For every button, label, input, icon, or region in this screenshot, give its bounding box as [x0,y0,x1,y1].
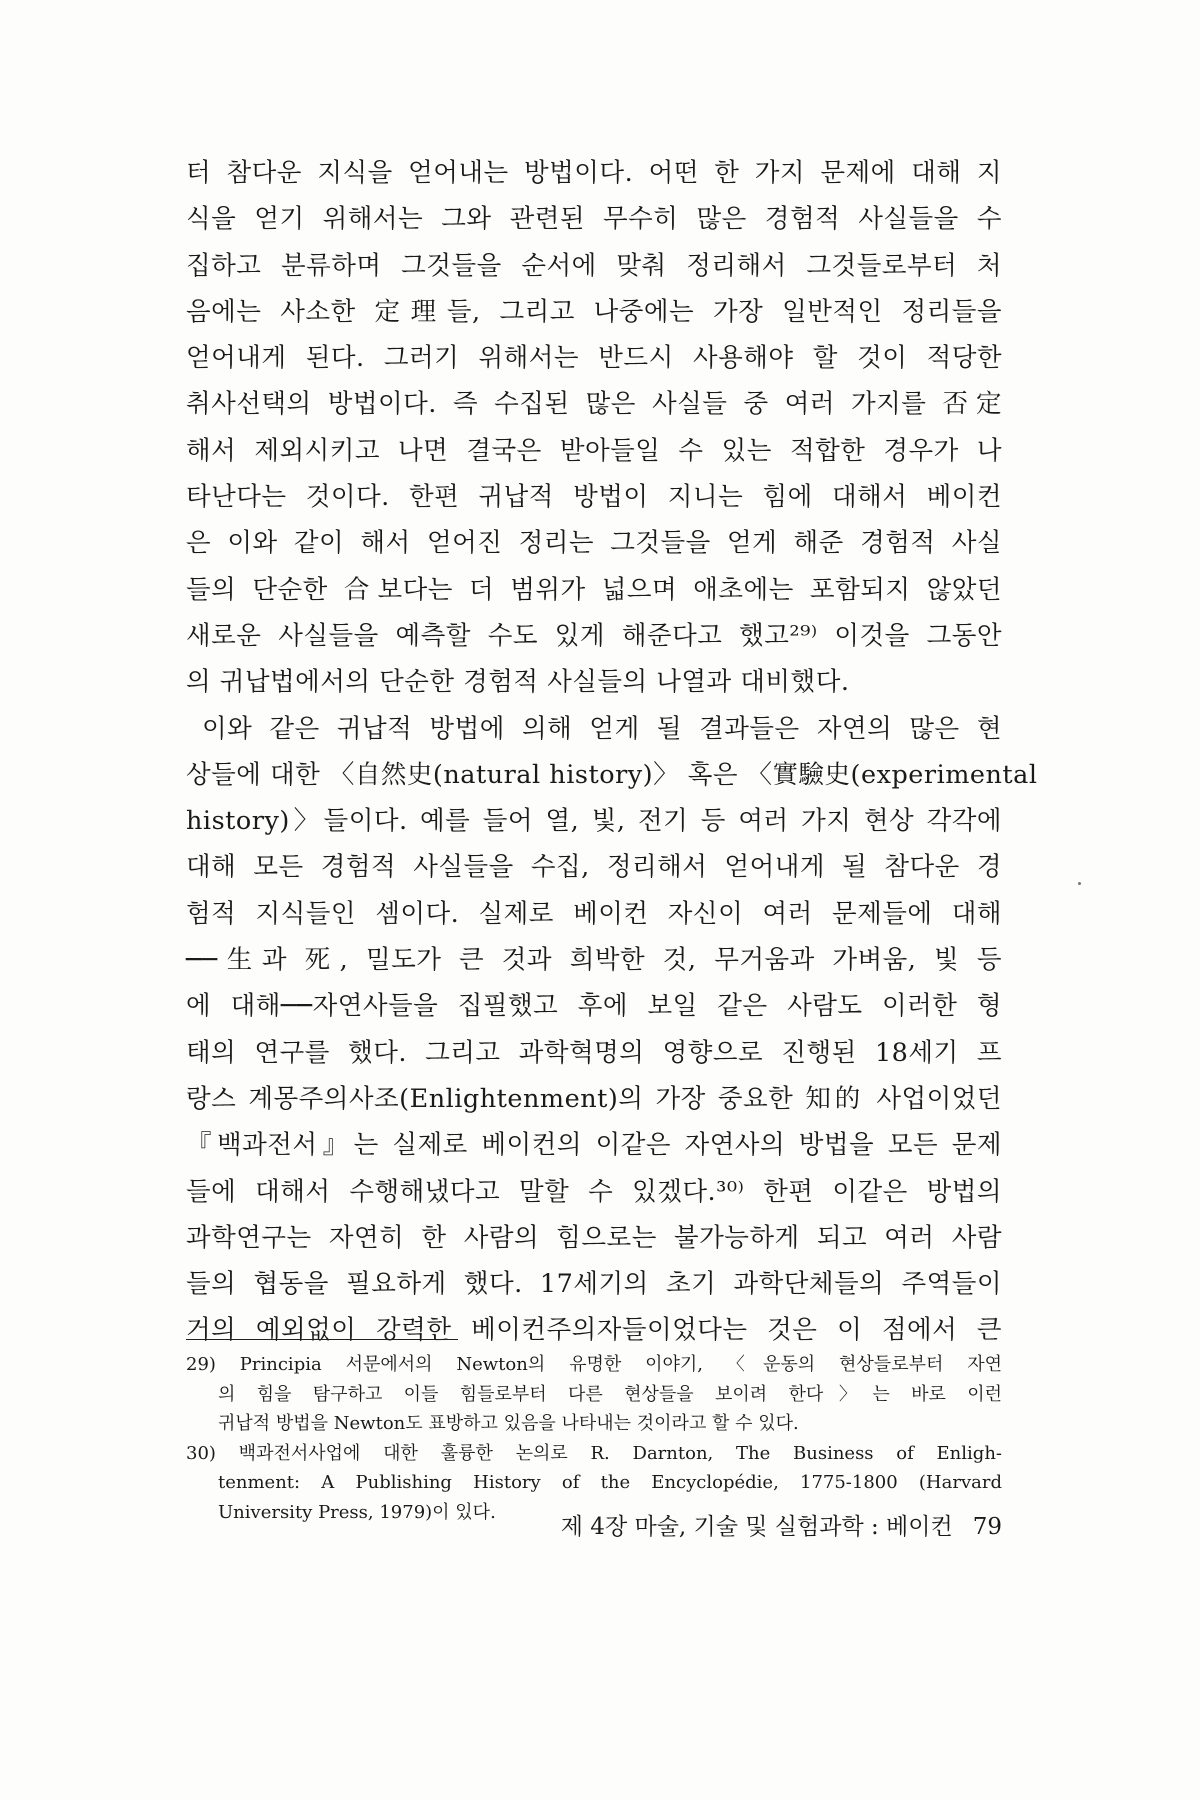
footnote-line: 귀납적 방법을 Newton도 표방하고 있음을 나타내는 것이라고 할 수 있다. [218,1413,799,1434]
body-line: ──生과 死, 밀도가 큰 것과 희박한 것, 무거움과 가벼움, 빛 등 [186,945,1002,976]
footnote-line: University Press, 1979)이 있다. [218,1501,496,1523]
body-line: 들의 단순한 合보다는 더 범위가 넓으며 애초에는 포함되지 않았던 [186,574,1002,605]
body-line: 상들에 대한 〈自然史(natural history)〉 혹은 〈實驗史(experimental [186,759,1038,790]
footnote-line: tenment: A Publishing History of the Encyclopédie, 1775-1800 (Harvard [218,1472,1002,1493]
body-line: 터 참다운 지식을 얻어내는 방법이다. 어떤 한 가지 문제에 대해 지 [186,158,1002,188]
footnotes [186,1350,1002,1527]
footnote-divider [186,1339,458,1340]
footnote-line: 의 힘을 탐구하고 이들 힘들로부터 다른 현상들을 보이려 한다〉는 바로 이런 [218,1383,1002,1405]
body-line: 집하고 분류하며 그것들을 순서에 맞춰 정리해서 그것들로부터 처 [186,250,1002,281]
body-text [186,150,1038,1354]
footnote-line: 30) 백과전서사업에 대한 훌륭한 논의로 R. Darnton, The Business of Enligh- [186,1442,1002,1464]
body-line: 과학연구는 자연히 한 사람의 힘으로는 불가능하게 되고 여러 사람 [186,1222,1002,1253]
paragraph-start-line: 이와 같은 귀납적 방법에 의해 얻게 될 결과들은 자연의 많은 현 [202,713,1002,744]
body-line: 들에 대해서 수행해냈다고 말할 수 있겠다.³⁰⁾ 한편 이같은 방법의 [186,1176,1002,1207]
body-line: 타난다는 것이다. 한편 귀납적 방법이 지니는 힘에 대해서 베이컨 [186,482,1002,513]
footnote-line: 29) Principia 서문에서의 Newton의 유명한 이야기, 〈운동의 현상들로부터 자연 [186,1354,1002,1375]
body-line: 에 대해──자연사들을 집필했고 후에 보일 같은 사람도 이러한 형 [186,991,1002,1022]
body-line: 해서 제외시키고 나면 결국은 받아들일 수 있는 적합한 경우가 나 [186,435,1002,466]
body-line: 랑스 계몽주의사조(Enlightenment)의 가장 중요한 知的 사업이었던 [186,1083,1002,1114]
body-line: 은 이와 같이 해서 얻어진 정리는 그것들을 얻게 해준 경험적 사실 [186,528,1002,559]
body-line: 들의 협동을 필요하게 했다. 17세기의 초기 과학단체들의 주역들이 [186,1269,1002,1300]
body-line: 험적 지식들인 셈이다. 실제로 베이컨 자신이 여러 문제들에 대해 [186,898,1002,929]
page-number: 79 [972,1514,1002,1540]
body-line: 거의 예외없이 강력한 베이컨주의자들이었다는 것은 이 점에서 큰 [186,1315,1002,1346]
running-footer [480,1512,1002,1542]
body-line: history)〉들이다. 예를 들어 열, 빛, 전기 등 여러 가지 현상 각각에 [186,806,1002,837]
body-line: 태의 연구를 했다. 그리고 과학혁명의 영향으로 진행된 18세기 프 [186,1037,1002,1068]
body-line: 대해 모든 경험적 사실들을 수집, 정리해서 얻어내게 될 참다운 경 [186,852,1002,883]
body-line: 의 귀납법에서의 단순한 경험적 사실들의 나열과 대비했다. [186,667,850,698]
body-line: 『백과전서』는 실제로 베이컨의 이같은 자연사의 방법을 모든 문제 [186,1130,1002,1161]
body-line: 음에는 사소한 定理들, 그리고 나중에는 가장 일반적인 정리들을 [186,296,1002,327]
chapter-title: 제 4장 마술, 기술 및 실험과학 : 베이컨 [560,1514,953,1540]
body-line: 식을 얻기 위해서는 그와 관련된 무수히 많은 경험적 사실들을 수 [186,204,1002,235]
body-line: 얻어내게 된다. 그러기 위해서는 반드시 사용해야 할 것이 적당한 [186,343,1002,374]
footnote-29 [186,1350,1002,1439]
body-line: 취사선택의 방법이다. 즉 수집된 많은 사실들 중 여러 가지를 否定 [186,389,1002,420]
body-line: 새로운 사실들을 예측할 수도 있게 해준다고 했고²⁹⁾ 이것을 그동안 [186,620,1002,651]
margin-speck [1078,882,1081,885]
